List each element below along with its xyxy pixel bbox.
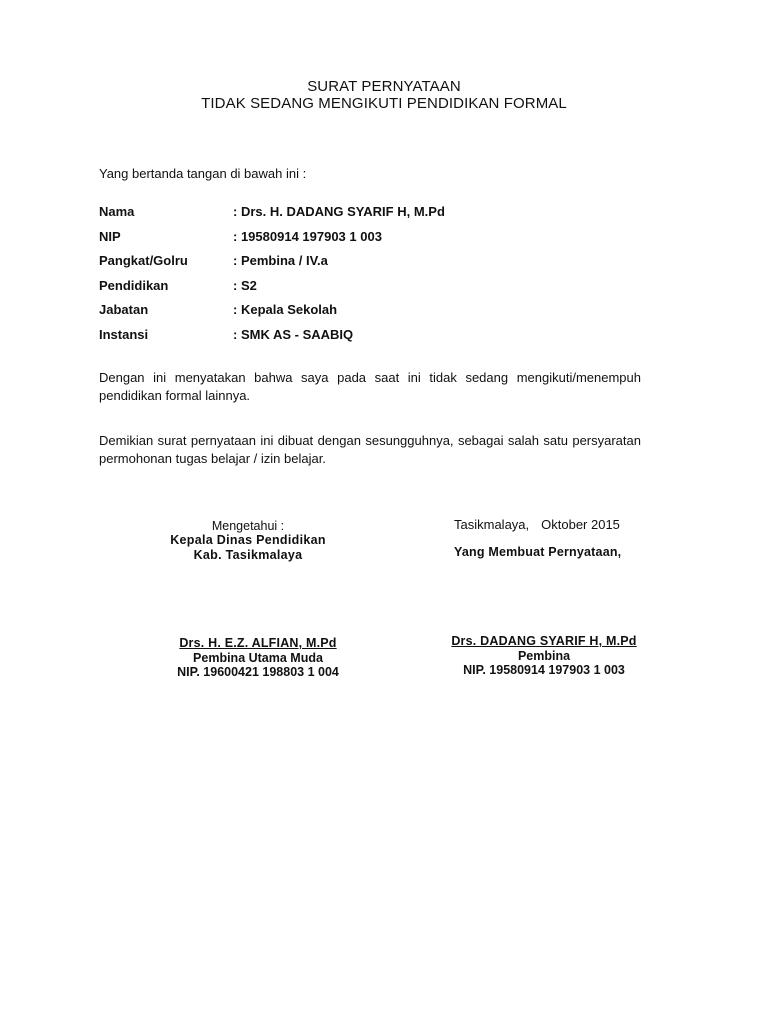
document-title: SURAT PERNYATAAN: [307, 78, 461, 95]
field-value: : SMK AS - SAABIQ: [233, 327, 353, 342]
signer-block: [440, 517, 650, 559]
signer-name: Drs. DADANG SYARIF H, M.Pd: [451, 634, 637, 648]
field-row-nama: [99, 204, 669, 229]
signer-title: Yang Membuat Pernyataan,: [454, 545, 622, 559]
date: Oktober 2015: [541, 517, 620, 532]
field-label: NIP: [99, 228, 121, 244]
acknowledged-label: Mengetahui :: [211, 519, 285, 533]
field-row-pangkat: [99, 253, 669, 278]
field-row-nip: [99, 229, 669, 254]
field-value: : S2: [233, 278, 257, 293]
field-value: : Drs. H. DADANG SYARIF H, M.Pd: [233, 204, 445, 219]
field-row-instansi: [99, 327, 669, 352]
place: Tasikmalaya,: [454, 517, 530, 532]
signer-rank: Pembina: [517, 648, 571, 663]
field-label: Jabatan: [99, 302, 149, 317]
signer-signature: [424, 634, 664, 678]
approver-position: Kepala Dinas Pendidikan: [170, 533, 326, 547]
field-label: Pendidikan: [99, 277, 169, 293]
closing-paragraph: Demikian surat pernyataan ini dibuat dengan sesungguhnya, sebagai salah satu persyaratan permohonan tugas belajar / izin belajar.: [99, 433, 641, 466]
approver-nip: NIP. 19600421 198803 1 004: [177, 665, 339, 679]
field-value: : 19580914 197903 1 003: [233, 229, 382, 244]
approver-block: [128, 519, 368, 562]
approver-region: Kab. Tasikmalaya: [193, 547, 303, 562]
place-date: [440, 517, 650, 532]
identity-fields: [99, 204, 669, 351]
signer-nip: NIP. 19580914 197903 1 003: [463, 663, 625, 677]
approver-name: Drs. H. E.Z. ALFIAN, M.Pd: [179, 636, 337, 650]
field-row-pendidikan: [99, 278, 669, 303]
statement-paragraph: Dengan ini menyatakan bahwa saya pada saat ini tidak sedang mengikuti/menempuh pendidikan formal lainnya.: [99, 370, 641, 403]
field-label: Pangkat/Golru: [99, 253, 188, 268]
field-label: Instansi: [99, 326, 149, 342]
intro-text: Yang bertanda tangan di bawah ini :: [99, 166, 307, 181]
approver-rank: Pembina Utama Muda: [193, 650, 323, 665]
field-value: : Kepala Sekolah: [233, 302, 337, 317]
approver-signature: [128, 636, 388, 680]
document-subtitle: TIDAK SEDANG MENGIKUTI PENDIDIKAN FORMAL: [201, 95, 567, 112]
field-value: : Pembina / IV.a: [233, 253, 328, 268]
field-label: Nama: [99, 204, 135, 219]
field-row-jabatan: [99, 302, 669, 327]
